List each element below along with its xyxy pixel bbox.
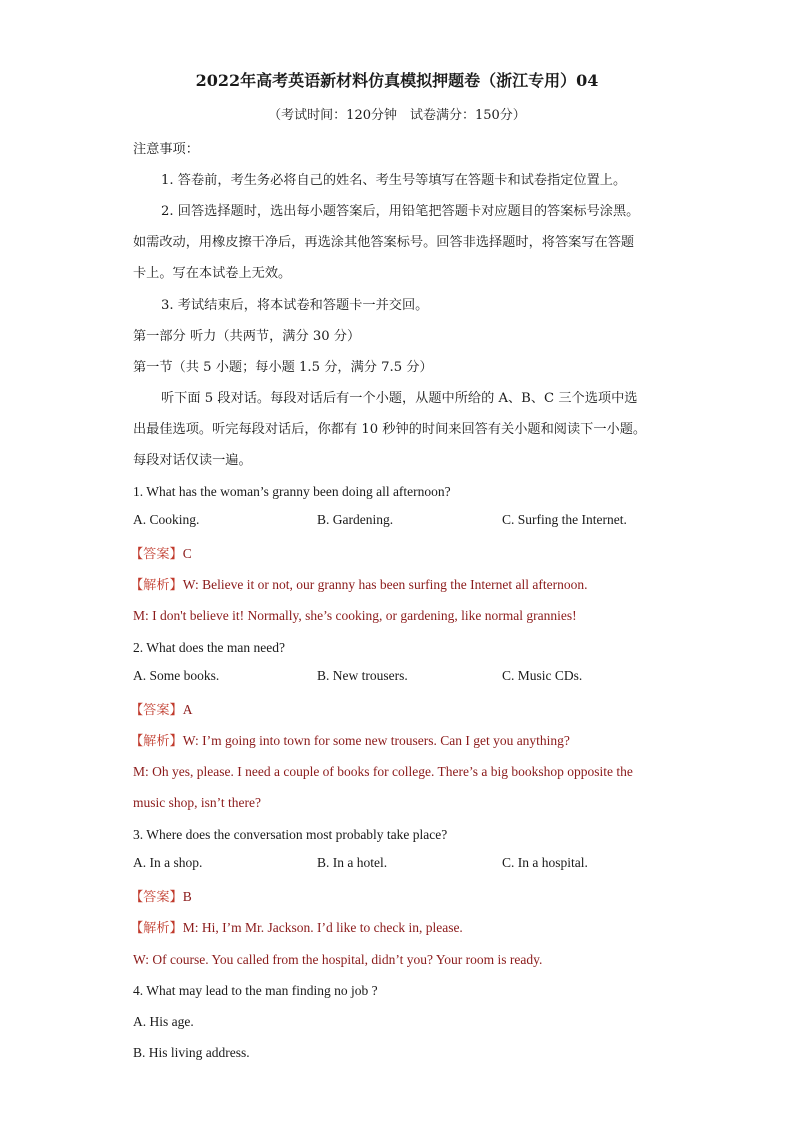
- note-2: 2. 回答选择题时，选出每小题答案后，用铅笔把答题卡对应题目的答案标号涂黑。: [161, 204, 640, 219]
- analysis-label: 【解析】: [130, 734, 183, 749]
- question-2-option-c: C. Music CDs.: [502, 668, 583, 683]
- note-1: 1. 答卷前，考生务必将自己的姓名、考生号等填写在答题卡和试卷指定位置上。: [161, 173, 627, 188]
- question-3-analysis: [130, 917, 670, 940]
- instructions-cont: 出最佳选项。听完每段对话后，你都有 10 秒钟的时间来回答有关小题和阅读下一小题。: [133, 422, 647, 437]
- note-2-end: 卡上。写在本试卷上无效。: [133, 266, 292, 281]
- question-3-stem: 3. Where does the conversation most probably take place?: [133, 827, 448, 842]
- answer-value: C: [182, 546, 192, 561]
- answer-label: 【答案】: [130, 890, 183, 905]
- question-2-option-a: A. Some books.: [133, 668, 220, 683]
- answer-label: 【答案】: [130, 703, 183, 718]
- question-2-answer: [130, 699, 670, 722]
- question-3-option-a: A. In a shop.: [133, 855, 203, 870]
- question-1-stem: 1. What has the woman’s granny been doing all afternoon?: [133, 484, 451, 499]
- analysis-label: 【解析】: [130, 578, 183, 593]
- question-2-option-b: B. New trousers.: [317, 668, 408, 683]
- question-1-answer: [130, 543, 670, 566]
- question-1-analysis: [130, 574, 670, 597]
- notes-heading: 注意事项：: [133, 142, 199, 157]
- part1-heading: 第一部分 听力（共两节，满分 30 分）: [133, 329, 361, 344]
- question-2-analysis-line-end: music shop, isn’t there?: [133, 795, 261, 810]
- instructions-end: 每段对话仅读一遍。: [133, 453, 252, 468]
- instructions: 听下面 5 段对话。每段对话后有一个小题，从题中所给的 A、B、C 三个选项中选: [161, 391, 638, 406]
- question-4-stem: 4. What may lead to the man finding no job ?: [133, 983, 378, 998]
- question-1-option-a: A. Cooking.: [133, 512, 200, 527]
- note-2-cont: 如需改动，用橡皮擦干净后，再选涂其他答案标号。回答非选择题时，将答案写在答题: [133, 235, 635, 250]
- question-2-analysis: [130, 730, 670, 753]
- answer-label: 【答案】: [130, 547, 183, 562]
- question-4-option-b: B. His living address.: [133, 1045, 250, 1060]
- question-2-stem: 2. What does the man need?: [133, 640, 285, 655]
- exam-title: 2022年高考英语新材料仿真模拟押题卷（浙江专用）04: [195, 71, 599, 90]
- question-3-answer: [130, 886, 670, 909]
- analysis-text: W: Believe it or not, our granny has been surfing the Internet all afternoon.: [182, 577, 588, 592]
- answer-value: B: [182, 889, 192, 904]
- question-3-option-c: C. In a hospital.: [502, 855, 588, 870]
- answer-value: A: [182, 702, 193, 717]
- question-1-option-c: C. Surfing the Internet.: [502, 512, 627, 527]
- analysis-label: 【解析】: [130, 921, 183, 936]
- question-4-option-a: A. His age.: [133, 1014, 194, 1029]
- analysis-text: W: I’m going into town for some new trousers. Can I get you anything?: [182, 733, 570, 748]
- question-1-option-b: B. Gardening.: [317, 512, 394, 527]
- analysis-text: M: Hi, I’m Mr. Jackson. I’d like to check in, please.: [182, 920, 463, 935]
- question-1-analysis-line: M: I don't believe it! Normally, she’s cooking, or gardening, like normal grannies!: [133, 608, 577, 623]
- question-3-option-b: B. In a hotel.: [317, 855, 388, 870]
- section1-heading: 第一节（共 5 小题；每小题 1.5 分，满分 7.5 分）: [133, 360, 433, 375]
- question-3-analysis-line: W: Of course. You called from the hospital, didn’t you? Your room is ready.: [133, 952, 543, 967]
- note-3: 3. 考试结束后，将本试卷和答题卡一并交回。: [161, 298, 429, 313]
- exam-subtitle: （考试时间：120分钟 试卷满分：150分）: [268, 108, 526, 123]
- question-2-analysis-line: M: Oh yes, please. I need a couple of books for college. There’s a big bookshop opposite the: [133, 764, 633, 779]
